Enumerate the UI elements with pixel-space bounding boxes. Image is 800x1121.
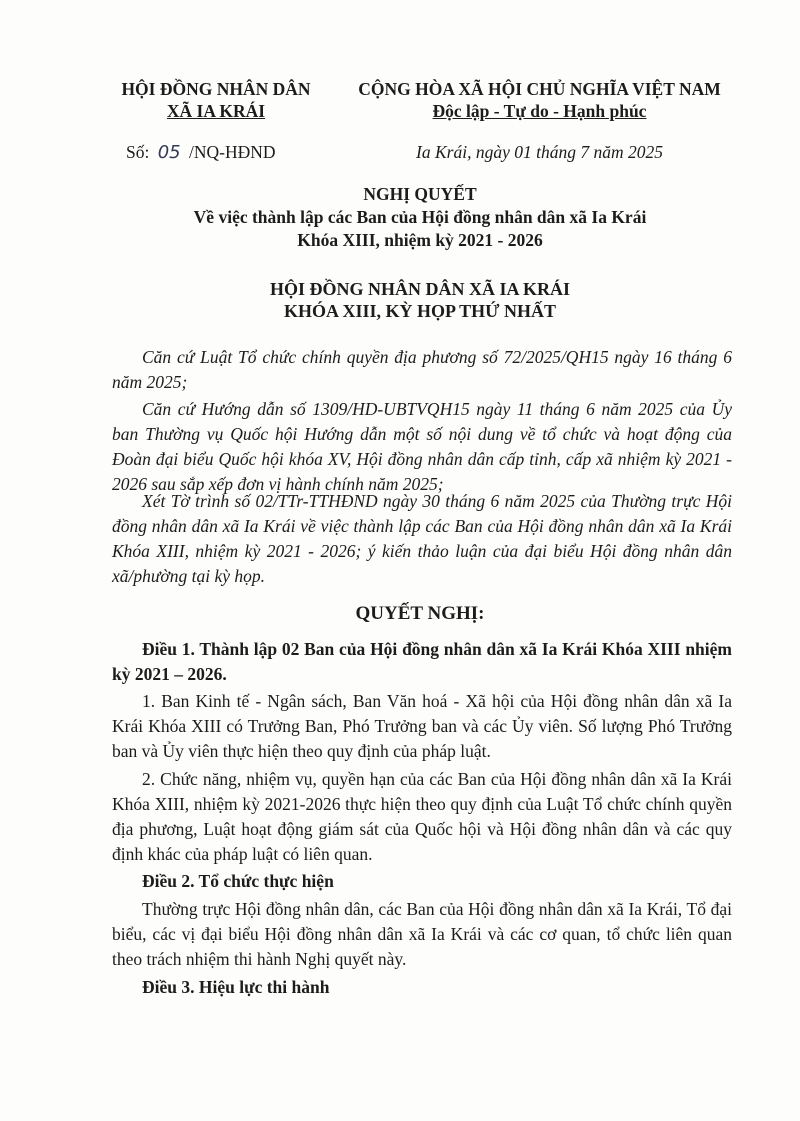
article-1-heading: Điều 1. Thành lập 02 Ban của Hội đồng nhân dân xã Ia Krái Khóa XIII nhiệm kỳ 2021 – 2026. — [112, 639, 732, 684]
article-2-text: Thường trực Hội đồng nhân dân, các Ban của Hội đồng nhân dân xã Ia Krái, Tổ đại biểu, các vị đại biểu Hội đồng nhân dân xã Ia Krái và các cơ quan, tổ chức liên quan theo trách nhiệm thi hành Nghị quyết này. — [112, 899, 732, 969]
preamble-legal-basis-2: Căn cứ Hướng dẫn số 1309/HD-UBTVQH15 ngày 11 tháng 6 năm 2025 của Ủy ban Thường vụ Quốc hội Hướng dẫn một số nội dung về tổ chức và hoạt động của Đoàn đại biểu Quốc hội khóa XV, Hội đồng nhân dân cấp tỉnh, cấp xã nhiệm kỳ 2021 - 2026 sau sắp xếp đơn vị hành chính năm 2025; — [112, 399, 732, 494]
national-title: CỘNG HÒA XÃ HỘI CHỦ NGHĨA VIỆT NAM — [358, 79, 721, 99]
issuer-line2: KHÓA XIII, KỲ HỌP THỨ NHẤT — [283, 301, 557, 321]
document-number-handwritten: 05 — [157, 142, 181, 163]
article-1-clause-2: 2. Chức năng, nhiệm vụ, quyền hạn của các Ban của Hội đồng nhân dân xã Ia Krái Khóa XIII, nhiệm kỳ 2021-2026 thực hiện theo quy định của Luật Tổ chức chính quyền địa phương, Luật hoạt động giám sát của Quốc hội và Hội đồng nhân dân và các quy định khác của pháp luật có liên quan. — [112, 769, 732, 864]
issuing-organization: HỘI ĐỒNG NHÂN DÂN — [121, 79, 311, 99]
issuing-commune-text: XÃ IA KRÁI — [166, 101, 266, 121]
article-2-heading: Điều 2. Tổ chức thực hiện — [142, 871, 334, 891]
place-and-date: Ia Krái, ngày 01 tháng 7 năm 2025 — [416, 142, 663, 162]
preamble-legal-basis-1: Căn cứ Luật Tổ chức chính quyền địa phương số 72/2025/QH15 ngày 16 tháng 6 năm 2025; — [112, 347, 732, 392]
article-1-clause-1: 1. Ban Kinh tế - Ngân sách, Ban Văn hoá - Xã hội của Hội đồng nhân dân xã Ia Krái Khóa XIII có Trưởng Ban, Phó Trưởng ban và các Ủy viên. Số lượng Phó Trưởng ban và Ủy viên thực hiện theo quy định của pháp luật. — [112, 691, 732, 761]
national-motto-text: Độc lập - Tự do - Hạnh phúc — [432, 101, 647, 121]
article-3-heading: Điều 3. Hiệu lực thi hành — [142, 977, 330, 997]
document-number — [126, 140, 276, 165]
issuing-commune — [110, 101, 322, 122]
decision-heading: QUYẾT NGHỊ: — [355, 603, 485, 624]
document-number-prefix: Số: — [126, 142, 150, 162]
document-subject-line1: Về việc thành lập các Ban của Hội đồng nhân dân xã Ia Krái — [193, 207, 647, 227]
national-motto — [352, 101, 727, 122]
preamble-consideration: Xét Tờ trình số 02/TTr-TTHĐND ngày 30 tháng 6 năm 2025 của Thường trực Hội đồng nhân dân xã Ia Krái về việc thành lập các Ban của Hội đồng nhân dân xã Ia Krái Khóa XIII, nhiệm kỳ 2021 - 2026; ý kiến thảo luận của đại biểu Hội đồng nhân dân xã/phường tại kỳ họp. — [112, 491, 732, 586]
issuer-line1: HỘI ĐỒNG NHÂN DÂN XÃ IA KRÁI — [269, 279, 570, 299]
document-type: NGHỊ QUYẾT — [363, 184, 477, 204]
document-number-suffix: /NQ-HĐND — [189, 142, 276, 162]
document-subject-line2: Khóa XIII, nhiệm kỳ 2021 - 2026 — [297, 230, 543, 250]
